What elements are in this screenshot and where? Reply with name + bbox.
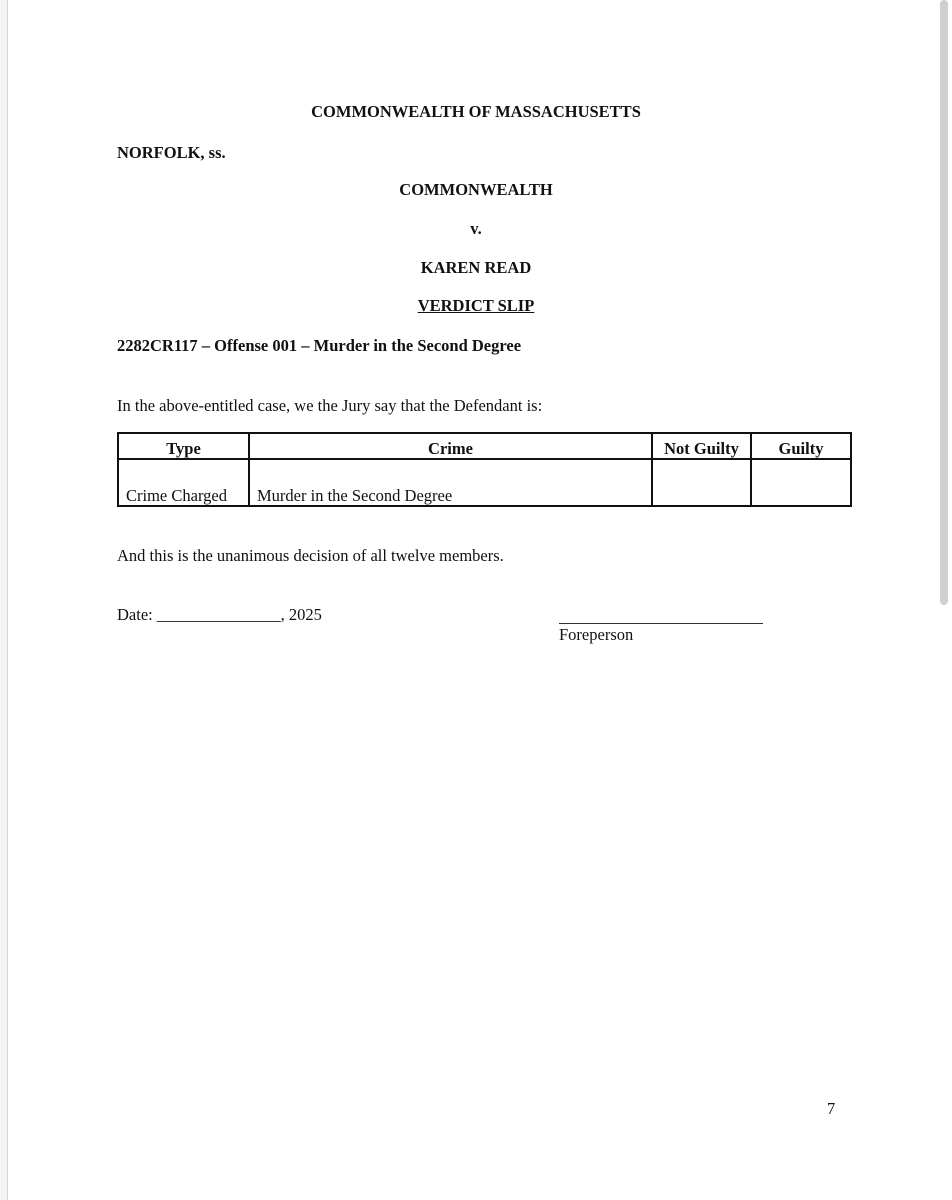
form-title: VERDICT SLIP	[417, 296, 535, 315]
cell-type: Crime Charged	[118, 459, 249, 506]
case-line: 2282CR117 – Offense 001 – Murder in the Second Degree	[117, 336, 522, 355]
defendant-name: KAREN READ	[420, 258, 532, 277]
scrollbar-thumb[interactable]	[940, 0, 948, 605]
versus-label: v.	[470, 219, 482, 238]
table-header-row	[118, 433, 851, 459]
verdict-table	[117, 432, 852, 507]
intro-text: In the above-entitled case, we the Jury say that the Defendant is:	[117, 396, 543, 415]
header-not-guilty: Not Guilty	[652, 433, 751, 459]
unanimous-statement: And this is the unanimous decision of all twelve members.	[117, 546, 504, 565]
scrollbar[interactable]	[934, 0, 952, 1200]
foreperson-signature-line	[559, 623, 763, 624]
county-label: NORFOLK, ss.	[117, 143, 226, 162]
cell-not-guilty	[652, 459, 751, 506]
page-number: 7	[827, 1099, 836, 1118]
date-line: Date: _______________, 2025	[117, 605, 322, 624]
header-type: Type	[118, 433, 249, 459]
foreperson-label: Foreperson	[559, 625, 634, 644]
cell-crime: Murder in the Second Degree	[249, 459, 652, 506]
header-crime: Crime	[249, 433, 652, 459]
header-guilty: Guilty	[751, 433, 851, 459]
jurisdiction-heading: COMMONWEALTH OF MASSACHUSETTS	[311, 102, 641, 121]
plaintiff-name: COMMONWEALTH	[399, 180, 553, 199]
cell-guilty	[751, 459, 851, 506]
table-row	[118, 459, 851, 506]
